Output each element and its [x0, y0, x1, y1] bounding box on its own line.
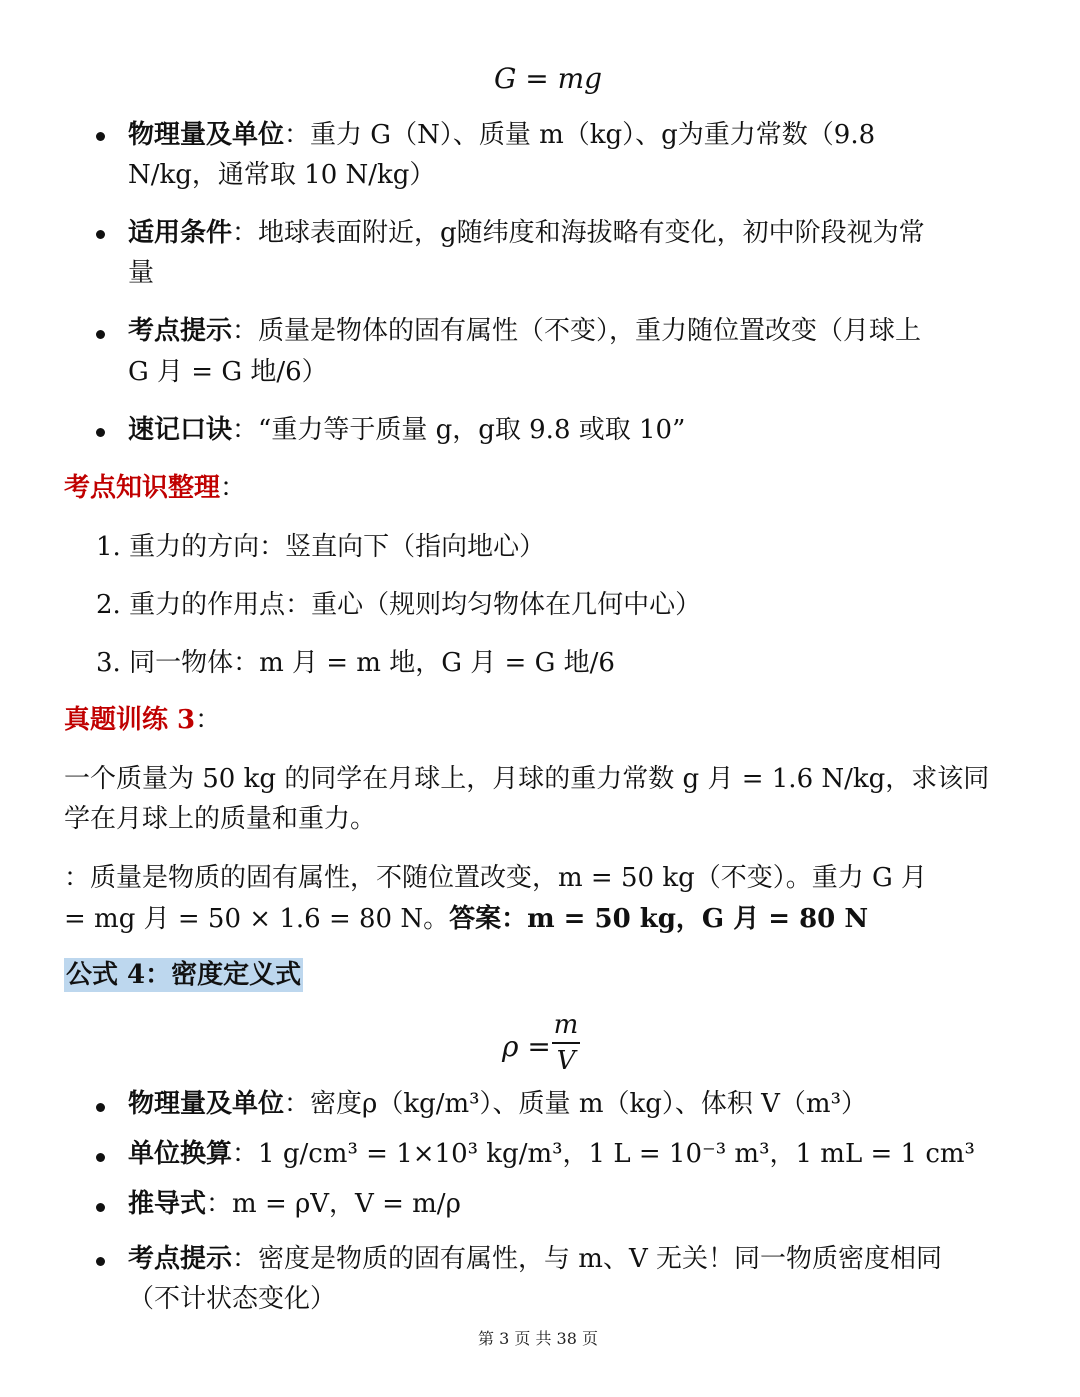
bullet-units: 物理量及单位：重力 G（N）、质量 m（kg）、g为重力常数（9.8 [128, 120, 876, 150]
bullet-label: 推导式 [128, 1189, 207, 1219]
bullet-label: 考点提示 [128, 1244, 233, 1274]
knowledge-item: 1. 重力的方向：竖直向下（指向地心） [96, 532, 546, 562]
bullet-dot [96, 230, 105, 239]
bullet-label: 物理量及单位 [128, 1089, 285, 1119]
bullet-conditions-cont: 量 [128, 258, 155, 288]
answer-text: m = 50 kg，G 月 = 80 N [527, 904, 869, 934]
density-formula-lhs: ρ = [502, 1030, 551, 1063]
formula-gravity: G = mg [494, 62, 603, 95]
fraction-denominator: V [556, 1046, 576, 1076]
knowledge-item: 2. 重力的作用点：重心（规则均匀物体在几何中心） [96, 590, 702, 620]
bullet-conditions: 适用条件：地球表面附近，g随纬度和海拔略有变化，初中阶段视为常 [128, 218, 925, 248]
bullet-density-units: 物理量及单位：密度ρ（kg/m³）、质量 m（kg）、体积 V（m³） [128, 1089, 867, 1119]
answer-label: 答案： [449, 904, 528, 934]
knowledge-item: 3. 同一物体：m 月 = m 地，G 月 = G 地/6 [96, 648, 615, 678]
exercise-heading: 真题训练 3： [64, 705, 222, 735]
bullet-dot [96, 428, 105, 437]
bullet-dot [96, 1257, 105, 1266]
bullet-exam-tip: 考点提示：质量是物体的固有属性（不变），重力随位置改变（月球上 [128, 316, 922, 346]
exercise-question-cont: 学在月球上的质量和重力。 [64, 804, 377, 834]
exercise-solution-cont: = mg 月 = 50 × 1.6 = 80 N。答案：m = 50 kg，G 月 = 80 N [64, 904, 869, 934]
bullet-mnemonic: 速记口诀：“重力等于质量 g，g取 9.8 或取 10” [128, 415, 686, 445]
bullet-density-tip: 考点提示：密度是物质的固有属性，与 m、V 无关！同一物质密度相同 [128, 1244, 942, 1274]
bullet-dot [96, 1103, 105, 1112]
formula4-title: 公式 4：密度定义式 [66, 960, 302, 990]
bullet-label: 物理量及单位 [128, 120, 285, 150]
bullet-density-tip-cont: （不计状态变化） [128, 1284, 337, 1314]
bullet-label: 适用条件 [128, 218, 233, 248]
page-footer: 第 3 页 共 38 页 [478, 1329, 598, 1348]
exercise-solution: ：质量是物质的固有属性，不随位置改变，m = 50 kg（不变）。重力 G 月 [64, 863, 928, 893]
exercise-question: 一个质量为 50 kg 的同学在月球上，月球的重力常数 g 月 = 1.6 N/kg，求该同 [64, 764, 990, 794]
density-fraction [552, 1010, 580, 1076]
knowledge-heading: 考点知识整理： [64, 473, 247, 503]
fraction-numerator: m [553, 1010, 579, 1040]
bullet-dot [96, 1153, 105, 1162]
bullet-units-cont: N/kg，通常取 10 N/kg） [128, 160, 436, 190]
bullet-dot [96, 330, 105, 339]
bullet-label: 速记口诀 [128, 415, 233, 445]
bullet-exam-tip-cont: G 月 = G 地/6） [128, 357, 328, 387]
fraction-bar [552, 1042, 580, 1044]
bullet-derived: 推导式：m = ρV，V = m/ρ [128, 1189, 461, 1219]
bullet-dot [96, 132, 105, 141]
bullet-label: 单位换算 [128, 1139, 233, 1169]
bullet-label: 考点提示 [128, 316, 233, 346]
bullet-dot [96, 1203, 105, 1212]
bullet-unit-conversion: 单位换算：1 g/cm³ = 1×10³ kg/m³，1 L = 10⁻³ m³，1 mL = 1 cm³ [128, 1139, 975, 1169]
